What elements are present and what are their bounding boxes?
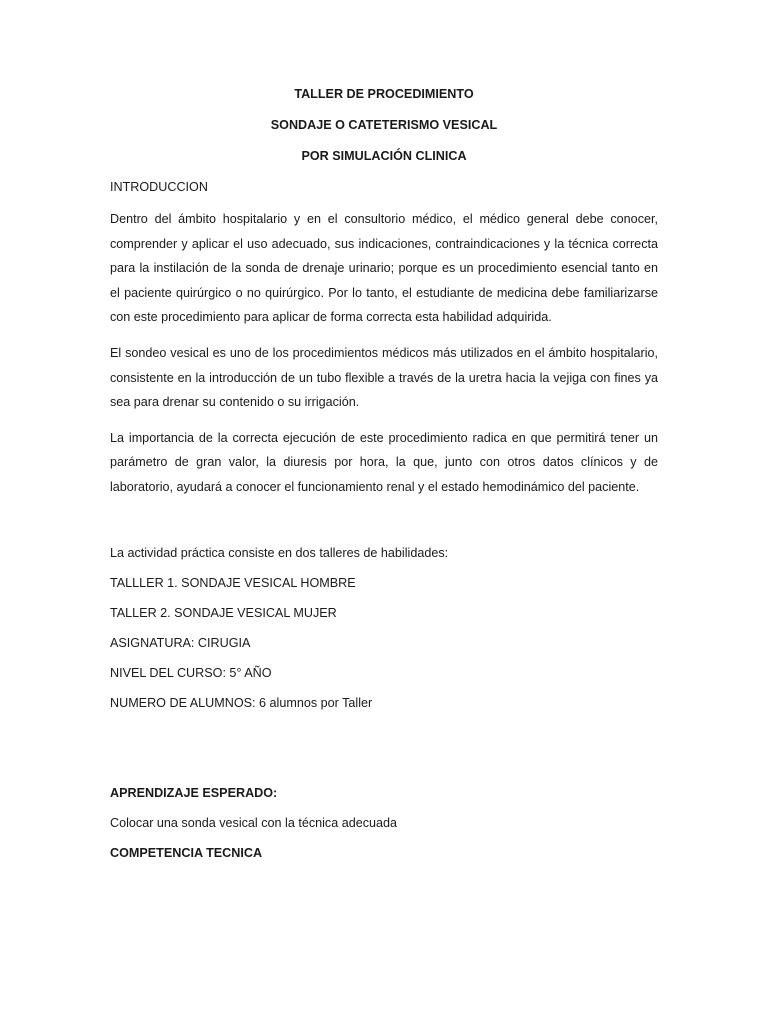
document-subtitle-secondary: POR SIMULACIÓN CLINICA bbox=[301, 149, 467, 163]
intro-paragraph-2: El sondeo vesical es uno de los procedimientos médicos más utilizados en el ámbito hospitalario, consistente en la introducción de un tubo flexible a través de la uretra hacia la vejiga con fines ya sea para drenar su contenido o su irrigación. bbox=[110, 345, 658, 410]
detail-workshop-1: TALLLER 1. SONDAJE VESICAL HOMBRE bbox=[110, 575, 356, 590]
document-subtitle: SONDAJE O CATETERISMO VESICAL bbox=[270, 118, 498, 132]
detail-course-level: NIVEL DEL CURSO: 5° AÑO bbox=[110, 665, 272, 680]
intro-heading: INTRODUCCION bbox=[110, 180, 208, 194]
activity-intro: La actividad práctica consiste en dos talleres de habilidades: bbox=[110, 545, 449, 560]
expected-learning-text: Colocar una sonda vesical con la técnica adecuada bbox=[110, 815, 398, 830]
detail-workshop-2: TALLER 2. SONDAJE VESICAL MUJER bbox=[110, 605, 337, 620]
expected-learning-heading: APRENDIZAJE ESPERADO: bbox=[110, 785, 278, 800]
document-page bbox=[110, 86, 658, 875]
spacer bbox=[110, 511, 658, 545]
technical-competence-heading: COMPETENCIA TECNICA bbox=[110, 845, 263, 860]
spacer bbox=[110, 725, 658, 785]
intro-paragraph-3: La importancia de la correcta ejecución de este procedimiento radica en que permitirá tener un parámetro de gran valor, la diuresis por hora, la que, junto con otros datos clínicos y de laboratorio, ayudará a conocer el funcionamiento renal y el estado hemodinámico del paciente. bbox=[110, 430, 658, 494]
intro-paragraph-1: Dentro del ámbito hospitalario y en el consultorio médico, el médico general debe conocer, comprender y aplicar el uso adecuado, sus indicaciones, contraindicaciones y la técnica correcta para la instilación de la sonda de drenaje urinario; porque es un procedimiento esencial tanto en el paciente quirúrgico o no quirúrgico. Por lo tanto, el estudiante de medicina debe familiarizarse con este procedimiento para aplicar de forma correcta esta habilidad adquirida. bbox=[110, 212, 658, 325]
detail-subject: ASIGNATURA: CIRUGIA bbox=[110, 635, 251, 650]
detail-student-count: NUMERO DE ALUMNOS: 6 alumnos por Taller bbox=[110, 695, 373, 710]
document-title: TALLER DE PROCEDIMIENTO bbox=[294, 87, 474, 101]
